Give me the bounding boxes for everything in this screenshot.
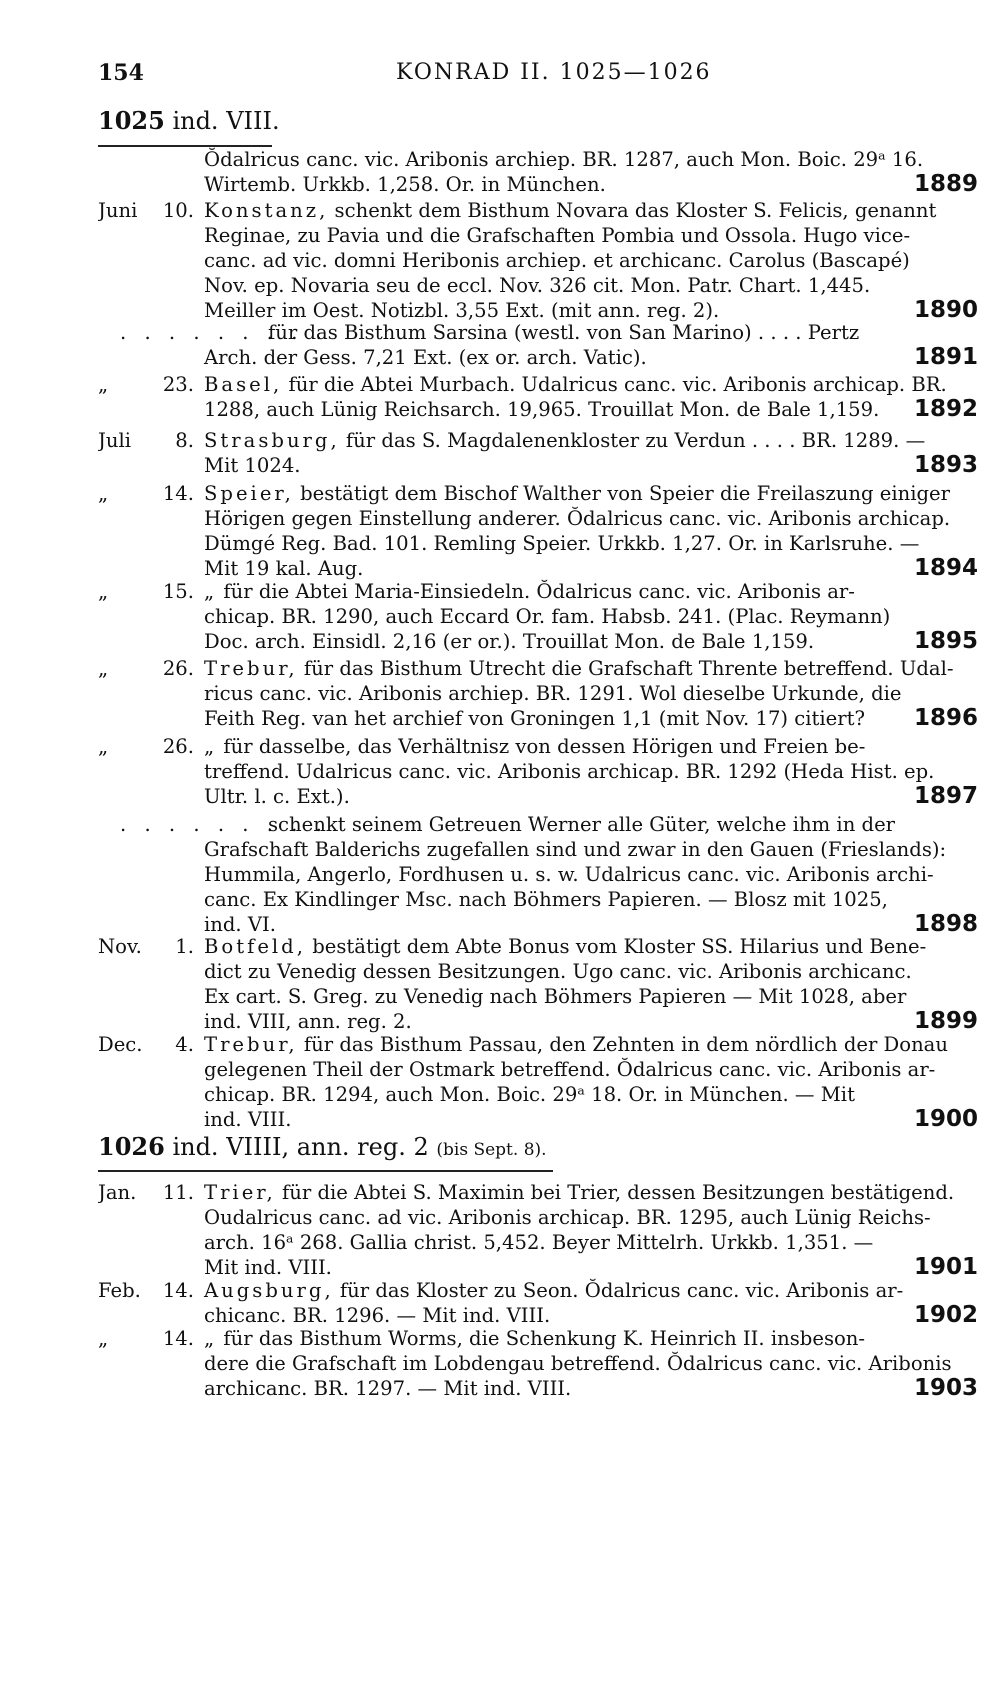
entry-text: treffend. Udalricus canc. vic. Aribonis archicap. BR. 1292 (Heda Hist. ep.	[204, 760, 935, 783]
entry-text: chicap. BR. 1290, auch Eccard Or. fam. Habsb. 241. (Plac. Reymann)	[204, 605, 891, 628]
entry-place: Botfeld,	[204, 935, 306, 958]
entry-text: schenkt dem Bisthum Novara das Kloster S. Felicis, genannt	[328, 199, 937, 222]
year-1026-note: (bis Sept. 8).	[436, 1140, 547, 1160]
entry-text: dict zu Venedig dessen Besitzungen. Ugo canc. vic. Aribonis archicanc.	[204, 960, 912, 983]
entry-place: Strasburg,	[204, 429, 340, 452]
entry-line	[98, 1180, 978, 1205]
entry-number: 1891	[913, 345, 978, 370]
entry-date	[98, 372, 194, 397]
entry-number: 1903	[913, 1376, 978, 1401]
year-1026: 1026	[98, 1132, 165, 1161]
entry-text: Grafschaft Balderichs zugefallen sind und zwar in den Gauen (Frieslands):	[204, 838, 947, 861]
entry-day: 26.	[162, 657, 194, 680]
entry-text: Mit 19 kal. Aug.	[204, 557, 364, 580]
entry-line	[98, 812, 978, 837]
regest-entry	[98, 1278, 978, 1328]
entry-text: Mit ind. VIII.	[204, 1256, 332, 1279]
entry-text: schenkt seinem Getreuen Werner alle Güter, welche ihm in der	[268, 813, 896, 836]
entry-day: 10.	[162, 199, 194, 222]
entry-text: ricus canc. vic. Aribonis archiep. BR. 1291. Wol dieselbe Urkunde, die	[204, 682, 902, 705]
entry-place: „	[204, 580, 218, 603]
entry-line	[98, 198, 978, 223]
entry-line	[98, 531, 978, 556]
entry-place: Speier,	[204, 482, 294, 505]
entry-text: Oudalricus canc. ad vic. Aribonis archicap. BR. 1295, auch Lünig Reichs-	[204, 1206, 931, 1229]
running-title: KONRAD II. 1025—1026	[396, 60, 712, 85]
entry-place: Trier,	[204, 1181, 276, 1204]
entry-line	[98, 273, 978, 298]
entry-number: 1902	[913, 1303, 978, 1328]
entry-month: Jan.	[98, 1181, 137, 1204]
entry-text: Ultr. l. c. Ext.).	[204, 785, 350, 808]
entry-number: 1900	[913, 1107, 978, 1132]
entry-line	[98, 506, 978, 531]
entry-text: canc. ad vic. domni Heribonis archiep. et archicanc. Carolus (Bascapé)	[204, 249, 910, 272]
entry-date	[98, 1326, 194, 1351]
entry-line	[98, 1255, 978, 1280]
entry-text: chicanc. BR. 1296. — Mit ind. VIII.	[204, 1304, 551, 1327]
entry-text: Reginae, zu Pavia und die Grafschaften Pombia und Ossola. Hugo vice-	[204, 224, 911, 247]
entry-line	[98, 934, 978, 959]
entry-day: 23.	[162, 373, 194, 396]
entry-text: für das Bisthum Worms, die Schenkung K. Heinrich II. insbeson-	[217, 1327, 866, 1350]
entry-line	[98, 1303, 978, 1328]
year-1026-label: ind. VIIII, ann. reg. 2	[172, 1133, 429, 1161]
entry-text: für das S. Magdalenenkloster zu Verdun . . . . BR. 1289. —	[339, 429, 926, 452]
entry-line	[98, 453, 978, 478]
entry-place: „	[204, 735, 218, 758]
regest-entry	[98, 1326, 978, 1401]
entry-text: archicanc. BR. 1297. — Mit ind. VIII.	[204, 1377, 572, 1400]
entry-text: Wirtemb. Urkkb. 1,258. Or. in München.	[204, 173, 606, 196]
entry-day: 11.	[162, 1181, 194, 1204]
entry-line	[98, 681, 978, 706]
entry-line	[98, 556, 978, 581]
entry-text: Mit 1024.	[204, 454, 301, 477]
page-number: 154	[98, 60, 144, 86]
entry-day: 26.	[162, 735, 194, 758]
entry-number: 1893	[913, 453, 978, 478]
entry-text: für das Bisthum Passau, den Zehnten in dem nördlich der Donau	[297, 1033, 948, 1056]
year-1025: 1025	[98, 106, 165, 135]
entry-line	[98, 147, 978, 172]
entry-text: Ex cart. S. Greg. zu Venedig nach Böhmers Papieren — Mit 1028, aber	[204, 985, 907, 1008]
regest-entry	[98, 428, 978, 478]
entry-text: ind. VIII.	[204, 1108, 292, 1131]
entry-line	[98, 1230, 978, 1255]
entry-text: bestätigt dem Bischof Walther von Speier die Freilaszung einiger	[293, 482, 951, 505]
entry-text: Feith Reg. van het archief von Groningen 1,1 (mit Nov. 17) citiert?	[204, 707, 866, 730]
entry-day: 14.	[162, 482, 194, 505]
entry-number: 1896	[913, 706, 978, 731]
entry-month: Juni	[98, 199, 138, 222]
entry-text: für die Abtei Murbach. Udalricus canc. vic. Aribonis archicap. BR.	[282, 373, 947, 396]
entry-month: „	[98, 657, 109, 680]
regest-entry	[98, 934, 978, 1034]
entry-text: für die Abtei Maria-Einsiedeln. Ŏdalricus canc. vic. Aribonis ar-	[217, 580, 855, 603]
entry-date	[98, 656, 194, 681]
regest-entry	[98, 198, 978, 323]
entry-dots: . . . . . . . . .	[120, 813, 328, 836]
entry-number: 1895	[913, 629, 978, 654]
entry-number: 1901	[913, 1255, 978, 1280]
entry-line	[98, 959, 978, 984]
entry-text: Hummila, Angerlo, Fordhusen u. s. w. Udalricus canc. vic. Aribonis archi-	[204, 863, 934, 886]
entry-date	[98, 734, 194, 759]
entry-day: 15.	[162, 580, 194, 603]
entry-text: für das Bisthum Sarsina (westl. von San Marino) . . . . Pertz	[268, 321, 860, 344]
entry-place: Augsburg,	[204, 1279, 334, 1302]
entry-line	[98, 1326, 978, 1351]
entry-date	[98, 579, 194, 604]
regest-entry	[98, 1180, 978, 1280]
entry-place: „	[204, 1327, 218, 1350]
entry-text: Hörigen gegen Einstellung anderer. Ŏdalricus canc. vic. Aribonis archicap.	[204, 507, 951, 530]
entry-text: arch. 16ᵃ 268. Gallia christ. 5,452. Beyer Mittelrh. Urkkb. 1,351. —	[204, 1231, 874, 1254]
entry-line	[98, 1351, 978, 1376]
entry-line	[98, 629, 978, 654]
entry-text: Nov. ep. Novaria seu de eccl. Nov. 326 cit. Mon. Patr. Chart. 1,445.	[204, 274, 871, 297]
entry-line	[98, 862, 978, 887]
regest-entry	[98, 579, 978, 654]
entry-number: 1897	[913, 784, 978, 809]
entry-line	[98, 579, 978, 604]
entry-line	[98, 734, 978, 759]
entry-dots: . . . . . . . . .	[120, 321, 328, 344]
entry-line	[98, 1107, 978, 1132]
entry-day: 1.	[175, 935, 194, 958]
entry-line	[98, 706, 978, 731]
entry-number: 1890	[913, 298, 978, 323]
entry-text: für das Bisthum Utrecht die Grafschaft Thrente betreffend. Udal-	[297, 657, 954, 680]
entry-month: Feb.	[98, 1279, 141, 1302]
entry-text: Meiller im Oest. Notizbl. 3,55 Ext. (mit ann. reg. 2).	[204, 299, 720, 322]
entry-text: canc. Ex Kindlinger Msc. nach Böhmers Papieren. — Blosz mit 1025,	[204, 888, 888, 911]
entry-line	[98, 656, 978, 681]
entry-line	[98, 1376, 978, 1401]
entry-text: dere die Grafschaft im Lobdengau betreffend. Ŏdalricus canc. vic. Aribonis	[204, 1352, 952, 1375]
entry-line	[98, 320, 978, 345]
regest-entry	[98, 481, 978, 581]
entry-number: 1892	[913, 397, 978, 422]
entry-day: 14.	[162, 1327, 194, 1350]
entry-place: Trebur,	[204, 1033, 298, 1056]
entry-text: Arch. der Gess. 7,21 Ext. (ex or. arch. Vatic).	[204, 346, 647, 369]
entry-number: 1898	[913, 912, 978, 937]
heading-rule-1026	[98, 1170, 553, 1172]
entry-line	[98, 1082, 978, 1107]
entry-line	[98, 837, 978, 862]
entry-line	[98, 1009, 978, 1034]
regest-entry	[98, 734, 978, 809]
entry-date	[98, 1180, 194, 1205]
entry-line	[98, 345, 978, 370]
entry-month: Juli	[98, 429, 132, 452]
regest-entry	[98, 147, 978, 197]
entry-text: gelegenen Theil der Ostmark betreffend. Ŏdalricus canc. vic. Aribonis ar-	[204, 1058, 936, 1081]
year-heading-1026	[98, 1132, 547, 1161]
entry-text: 1288, auch Lünig Reichsarch. 19,965. Trouillat Mon. de Bale 1,159.	[204, 398, 880, 421]
regest-entry	[98, 812, 978, 937]
entry-month: „	[98, 580, 109, 603]
entry-number: 1894	[913, 556, 978, 581]
entry-line	[98, 604, 978, 629]
entry-date	[98, 481, 194, 506]
entry-place: Basel,	[204, 373, 283, 396]
entry-text: für dasselbe, das Verhältnisz von dessen Hörigen und Freien be-	[217, 735, 866, 758]
entry-month: „	[98, 482, 109, 505]
entry-date	[98, 428, 194, 453]
entry-date	[98, 934, 194, 959]
regest-entry	[98, 372, 978, 422]
entry-date	[98, 1278, 194, 1303]
entry-month: „	[98, 735, 109, 758]
entry-line	[98, 1032, 978, 1057]
entry-text: für die Abtei S. Maximin bei Trier, dessen Besitzungen bestätigend.	[275, 1181, 955, 1204]
entry-line	[98, 223, 978, 248]
entry-line	[98, 887, 978, 912]
regest-entry	[98, 656, 978, 731]
entry-month: „	[98, 373, 109, 396]
entry-line	[98, 1205, 978, 1230]
entry-text: chicap. BR. 1294, auch Mon. Boic. 29ᵃ 18. Or. in München. — Mit	[204, 1083, 855, 1106]
entry-text: Ŏdalricus canc. vic. Aribonis archiep. BR. 1287, auch Mon. Boic. 29ᵃ 16.	[204, 148, 924, 171]
entry-date	[98, 1032, 194, 1057]
entry-number: 1899	[913, 1009, 978, 1034]
entry-number: 1889	[913, 172, 978, 197]
regest-entry	[98, 1032, 978, 1132]
entry-line	[98, 372, 978, 397]
year-1025-label: ind. VIII.	[172, 107, 280, 135]
entry-text: für das Kloster zu Seon. Ŏdalricus canc. vic. Aribonis ar-	[333, 1279, 904, 1302]
entry-line	[98, 172, 978, 197]
entry-text: ind. VI.	[204, 913, 277, 936]
entry-line	[98, 1057, 978, 1082]
year-heading-1025	[98, 106, 280, 135]
entry-line	[98, 248, 978, 273]
entry-day: 4.	[175, 1033, 194, 1056]
entry-text: ind. VIII, ann. reg. 2.	[204, 1010, 412, 1033]
entry-line	[98, 759, 978, 784]
entry-text: Doc. arch. Einsidl. 2,16 (er or.). Trouillat Mon. de Bale 1,159.	[204, 630, 815, 653]
entry-line	[98, 481, 978, 506]
entry-month: Dec.	[98, 1033, 143, 1056]
entry-text: bestätigt dem Abte Bonus vom Kloster SS. Hilarius und Bene-	[305, 935, 927, 958]
entry-day: 14.	[162, 1279, 194, 1302]
entry-date	[98, 198, 194, 223]
entry-place: Konstanz,	[204, 199, 329, 222]
entry-month: „	[98, 1327, 109, 1350]
entry-month: Nov.	[98, 935, 142, 958]
regest-entry	[98, 320, 978, 370]
entry-line	[98, 1278, 978, 1303]
entry-place: Trebur,	[204, 657, 298, 680]
entry-day: 8.	[175, 429, 194, 452]
entry-line	[98, 428, 978, 453]
entry-text: Dümgé Reg. Bad. 101. Remling Speier. Urkkb. 1,27. Or. in Karlsruhe. —	[204, 532, 920, 555]
entry-line	[98, 984, 978, 1009]
entry-line	[98, 784, 978, 809]
entry-line	[98, 397, 978, 422]
